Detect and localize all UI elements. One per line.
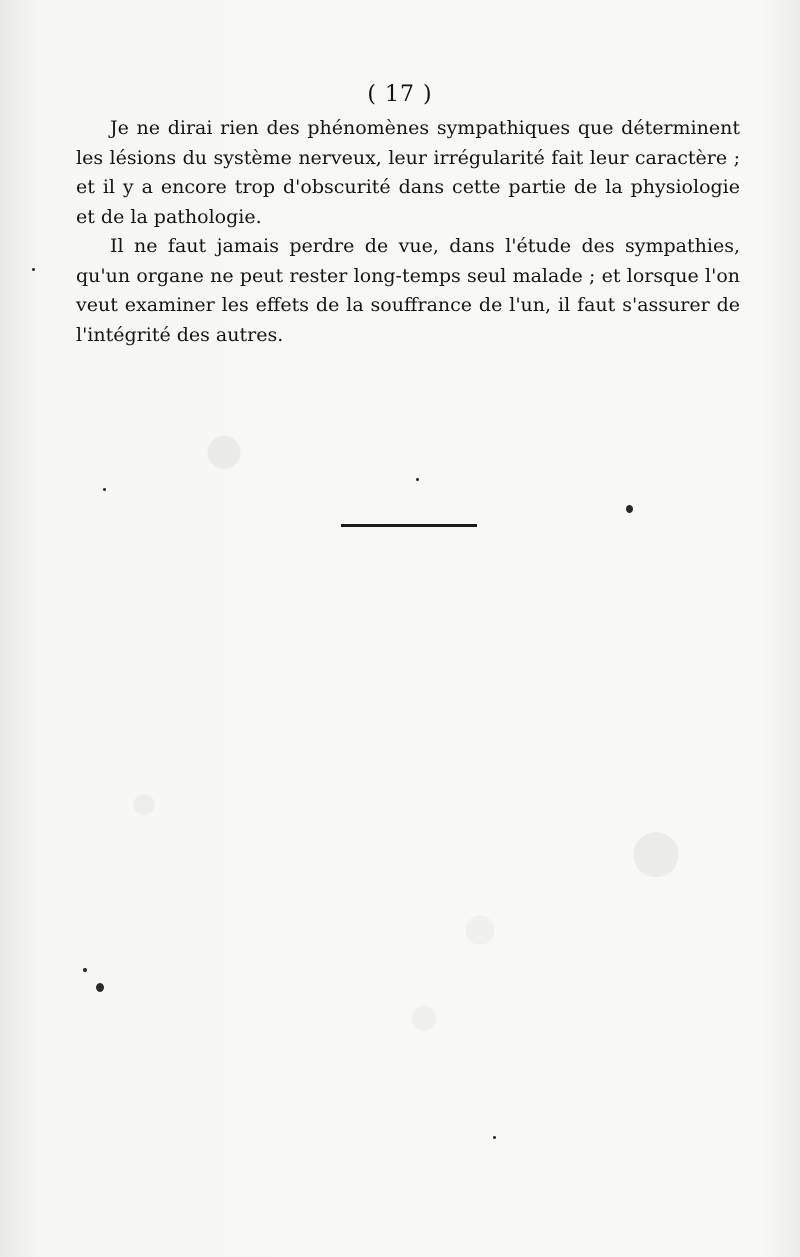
ink-speck [626,505,633,513]
page-number: ( 17 ) [367,82,433,107]
ink-speck [103,488,106,491]
ink-speck [493,1136,496,1139]
body-text [76,114,740,350]
ink-speck [32,268,35,271]
section-end-rule [341,524,477,527]
ink-speck [96,983,104,992]
ink-speck [83,968,87,972]
paragraph-study-of-sympathies: Il ne faut jamais perdre de vue, dans l'étude des sympathies, qu'un organe ne peut rester long-temps seul malade ; et lorsque l'on veut examiner les effets de la souffrance de l'un, il faut s'assurer de l'intégrité des autres. [76,235,740,346]
paragraph-sympathetic-phenomena: Je ne dirai rien des phénomènes sympathiques que déterminent les lésions du système nerveux, leur irrégularité fait leur caractère ; et il y a encore trop d'obscurité dans cette partie de la physiologie et de la pathologie. [76,117,740,228]
ink-speck [416,478,419,481]
